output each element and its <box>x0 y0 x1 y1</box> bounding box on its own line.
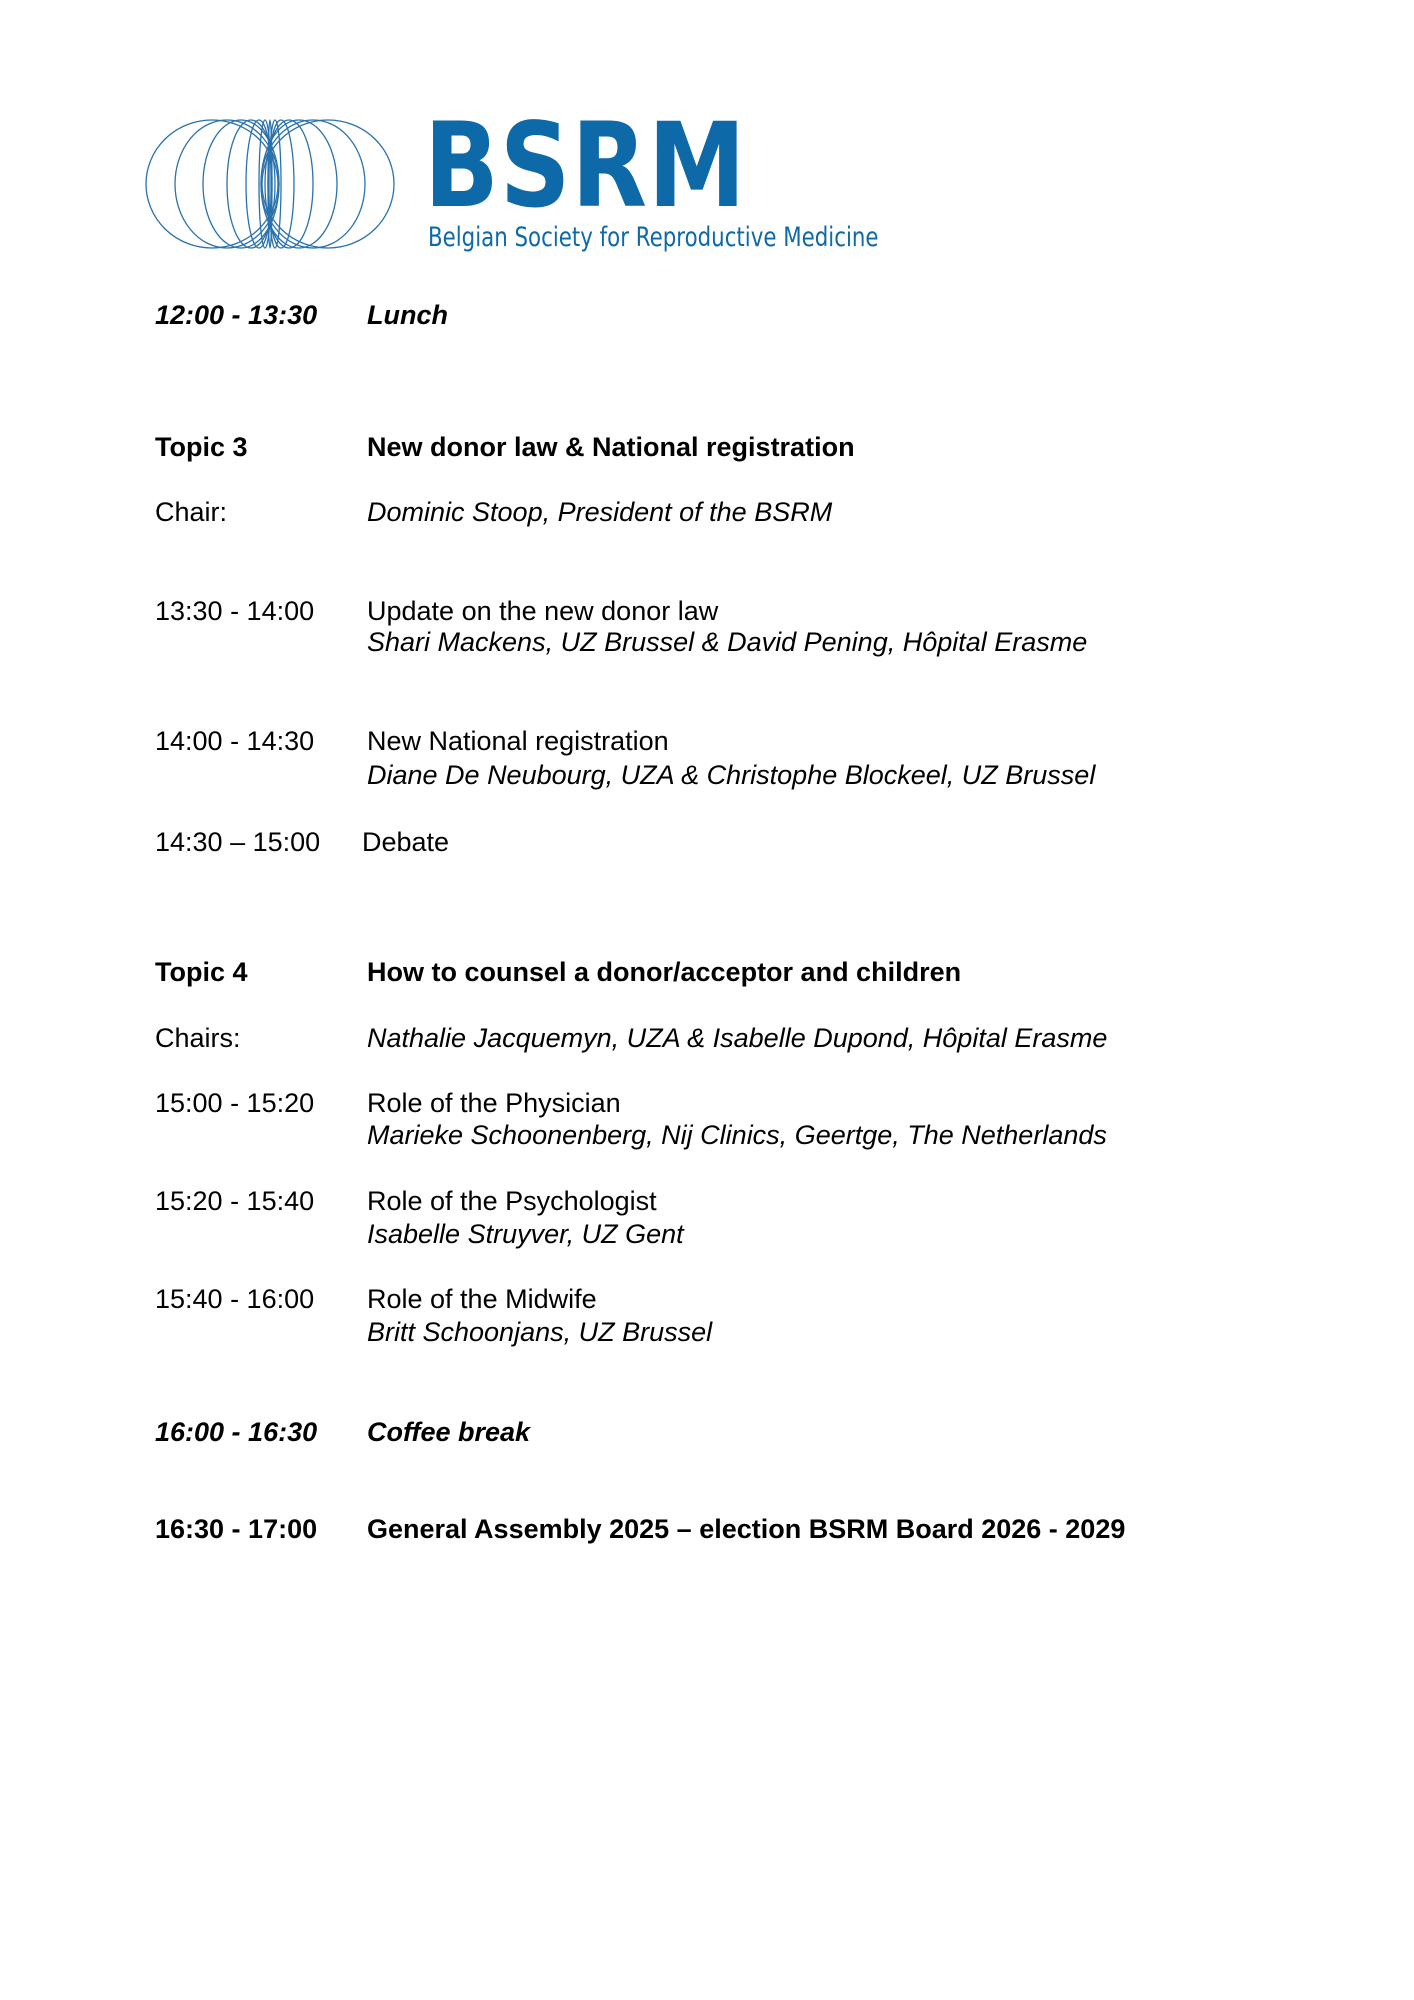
topic-4-chair-label: Chairs: <box>155 1023 241 1053</box>
session-title: Role of the Psychologist <box>367 1186 657 1216</box>
session-speakers: Marieke Schoonenberg, Nij Clinics, Geertge, The Netherlands <box>367 1120 1107 1150</box>
debate-time: 14:30 – 15:00 <box>155 827 321 857</box>
session-time: 15:00 - 15:20 <box>155 1088 315 1118</box>
session-time: 13:30 - 14:00 <box>155 596 315 626</box>
bsrm-rings-logo-icon <box>143 118 397 250</box>
topic-4-label: Topic 4 <box>155 957 248 987</box>
logo-title: BSRM <box>424 97 747 234</box>
topic-3-chair: Dominic Stoop, President of the BSRM <box>367 497 833 527</box>
assembly-label: General Assembly 2025 – election BSRM Board 2026 - 2029 <box>367 1514 1126 1544</box>
session-title: Role of the Midwife <box>367 1284 597 1314</box>
session-time: 15:20 - 15:40 <box>155 1186 315 1216</box>
session-speakers: Shari Mackens, UZ Brussel & David Pening, Hôpital Erasme <box>367 627 1088 657</box>
session-title: New National registration <box>367 726 669 756</box>
topic-3-title: New donor law & National registration <box>367 432 855 462</box>
lunch-time: 12:00 - 13:30 <box>155 300 318 330</box>
assembly-time: 16:30 - 17:00 <box>155 1514 318 1544</box>
coffee-label: Coffee break <box>367 1417 531 1447</box>
lunch-label: Lunch <box>367 300 448 330</box>
topic-3-chair-label: Chair: <box>155 497 228 527</box>
logo-subtitle: Belgian Society for Reproductive Medicine <box>428 222 879 253</box>
session-title: Role of the Physician <box>367 1088 621 1118</box>
debate-label: Debate <box>362 827 450 857</box>
session-speakers: Britt Schoonjans, UZ Brussel <box>367 1317 713 1347</box>
session-speakers: Isabelle Struyver, UZ Gent <box>367 1219 684 1249</box>
topic-4-chair: Nathalie Jacquemyn, UZA & Isabelle Dupond, Hôpital Erasme <box>367 1023 1108 1053</box>
session-time: 14:00 - 14:30 <box>155 726 315 756</box>
coffee-time: 16:00 - 16:30 <box>155 1417 318 1447</box>
topic-4-title: How to counsel a donor/acceptor and children <box>367 957 962 987</box>
session-speakers: Diane De Neubourg, UZA & Christophe Blockeel, UZ Brussel <box>367 760 1096 790</box>
session-title: Update on the new donor law <box>367 596 719 626</box>
topic-3-label: Topic 3 <box>155 432 248 462</box>
session-time: 15:40 - 16:00 <box>155 1284 315 1314</box>
